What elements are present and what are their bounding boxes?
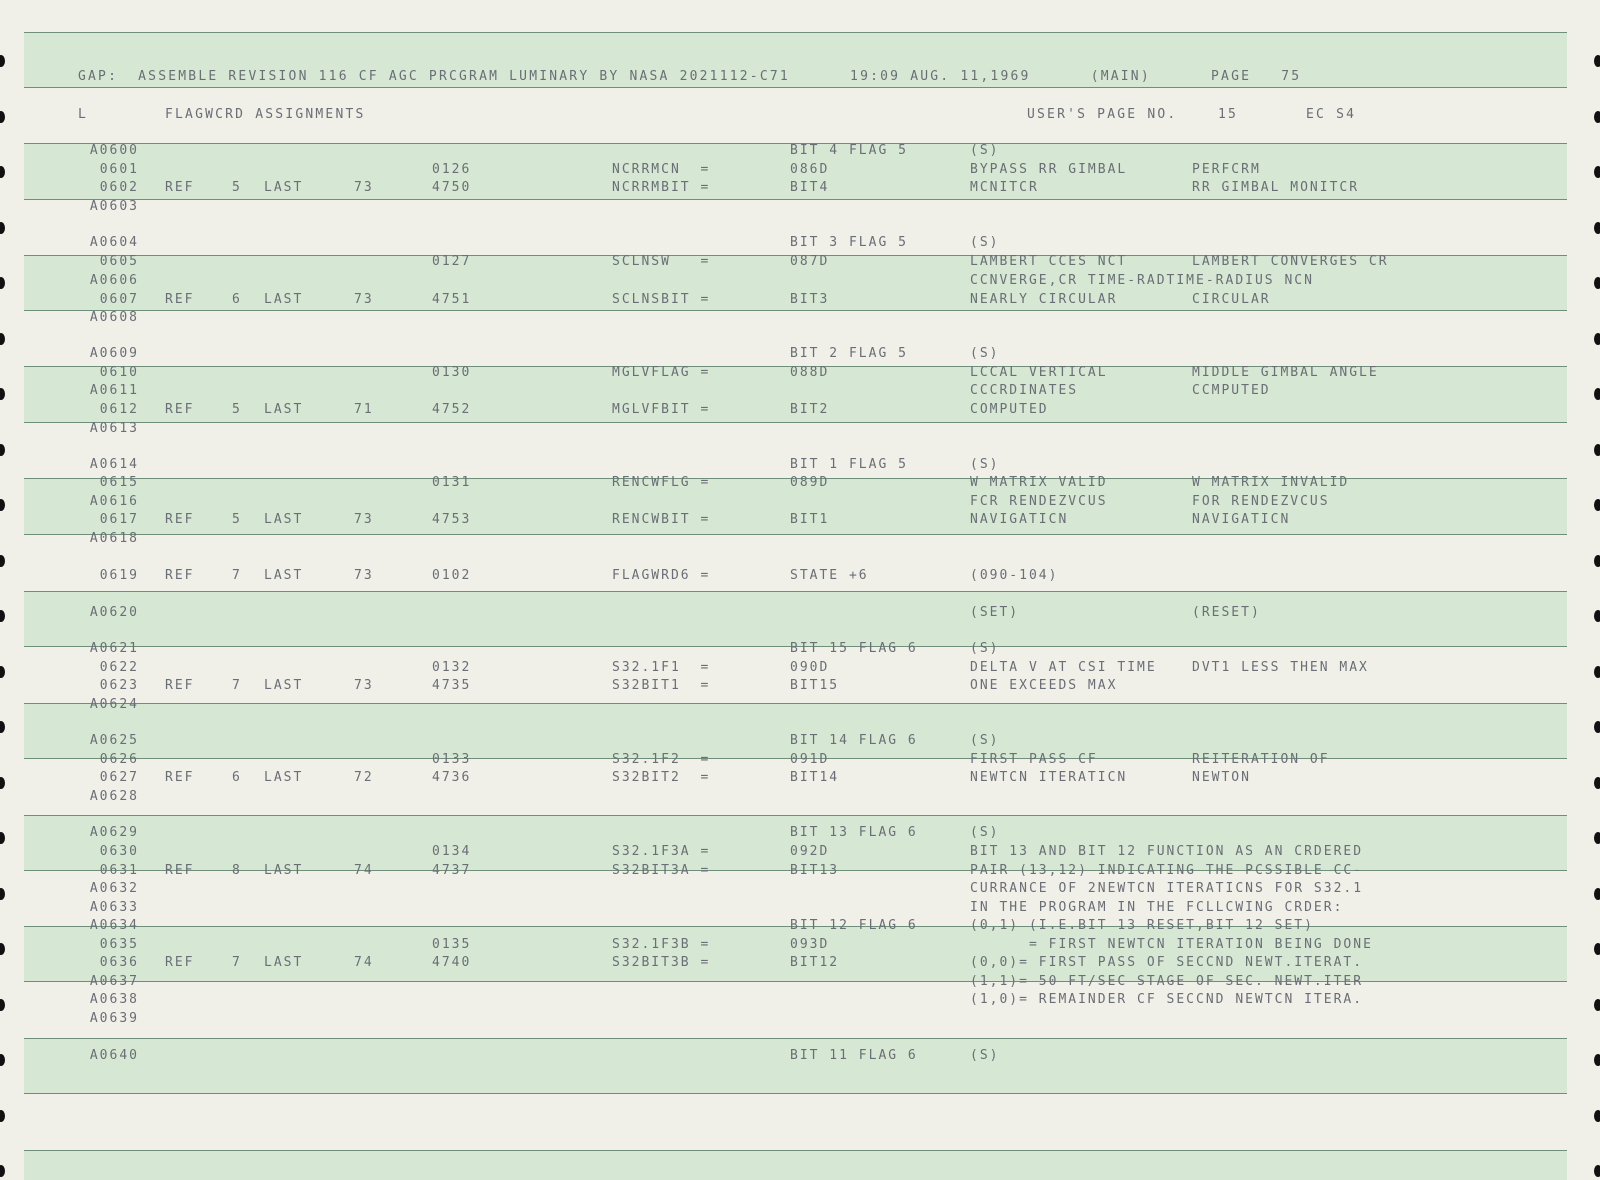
line-number: A0621 xyxy=(89,641,139,656)
listing-row xyxy=(0,512,1600,530)
listing-row xyxy=(0,641,1600,659)
comment-set: BIT 13 AND BIT 12 FUNCTION AS AN CRDERED xyxy=(970,844,1364,859)
last-label: LAST xyxy=(264,180,304,195)
last-page: 73 xyxy=(354,292,374,307)
address: 4750 xyxy=(432,180,472,195)
listing-row xyxy=(0,660,1600,678)
operand: 089D xyxy=(790,475,830,490)
line-number: 0635 xyxy=(99,937,139,952)
comment-set: DELTA V AT CSI TIME xyxy=(970,660,1157,675)
symbol: NCRRMBIT = xyxy=(612,180,711,195)
listing-row xyxy=(0,457,1600,475)
ref-count: 5 xyxy=(232,512,242,527)
operand: BIT 2 FLAG 5 xyxy=(790,346,908,361)
comment-reset: LAMBERT CONVERGES CR xyxy=(1192,254,1389,269)
comment-set: W MATRIX VALID xyxy=(970,475,1108,490)
comment-set: MCNITCR xyxy=(970,180,1039,195)
listing-row xyxy=(0,863,1600,881)
operand: BIT 3 FLAG 5 xyxy=(790,235,908,250)
listing-row xyxy=(0,900,1600,918)
operand: 087D xyxy=(790,254,830,269)
listing-row xyxy=(0,825,1600,843)
line-number: A0606 xyxy=(89,273,139,288)
line-number: A0624 xyxy=(89,697,139,712)
line-number: A0632 xyxy=(89,881,139,896)
comment-reset: CIRCULAR xyxy=(1192,292,1271,307)
listing-row xyxy=(0,974,1600,992)
line-number: 0617 xyxy=(99,512,139,527)
address: 4752 xyxy=(432,402,472,417)
operand: 092D xyxy=(790,844,830,859)
address: 0126 xyxy=(432,162,472,177)
green-band xyxy=(24,1150,1567,1180)
ref-label: REF xyxy=(165,180,195,195)
feed-hole xyxy=(0,1165,5,1177)
listing-row xyxy=(0,789,1600,807)
listing-row xyxy=(0,143,1600,161)
line-number: A0628 xyxy=(89,789,139,804)
symbol: RENCWFLG = xyxy=(612,475,711,490)
last-label: LAST xyxy=(264,512,304,527)
comment-set: CURRANCE OF 2NEWTCN ITERATICNS FOR S32.1 xyxy=(970,881,1364,896)
last-label: LAST xyxy=(264,863,304,878)
listing-row xyxy=(0,937,1600,955)
address: 4735 xyxy=(432,678,472,693)
operand: BIT3 xyxy=(790,292,830,307)
address: 4740 xyxy=(432,955,472,970)
feed-hole xyxy=(1594,1165,1600,1177)
comment-set: (S) xyxy=(970,143,1000,158)
line-number: 0602 xyxy=(99,180,139,195)
feed-hole xyxy=(1594,721,1600,733)
feed-hole xyxy=(0,333,5,345)
last-page: 73 xyxy=(354,180,374,195)
listing-row xyxy=(0,254,1600,272)
line-number: 0619 xyxy=(99,568,139,583)
ref-label: REF xyxy=(165,292,195,307)
comment-set: (0,1) (I.E.BIT 13 RESET,BIT 12 SET) xyxy=(970,918,1314,933)
operand: BIT 15 FLAG 6 xyxy=(790,641,918,656)
symbol: S32BIT1 = xyxy=(612,678,711,693)
listing-row xyxy=(0,918,1600,936)
line-number: A0611 xyxy=(89,383,139,398)
symbol: NCRRMCN = xyxy=(612,162,711,177)
operand: BIT1 xyxy=(790,512,830,527)
ref-count: 7 xyxy=(232,955,242,970)
symbol: MGLVFBIT = xyxy=(612,402,711,417)
operand: BIT13 xyxy=(790,863,840,878)
line-number: A0638 xyxy=(89,992,139,1007)
line-number: A0634 xyxy=(89,918,139,933)
comment-set: (1,0)= REMAINDER CF SECCND NEWTCN ITERA. xyxy=(970,992,1364,1007)
address: 0133 xyxy=(432,752,472,767)
line-number: 0631 xyxy=(99,863,139,878)
line-number: 0630 xyxy=(99,844,139,859)
users-page-label: USER'S PAGE NO. xyxy=(1027,107,1178,122)
ref-count: 5 xyxy=(232,402,242,417)
comment-set: NEARLY CIRCULAR xyxy=(970,292,1118,307)
listing-row xyxy=(0,292,1600,310)
operand: BIT2 xyxy=(790,402,830,417)
address: 4753 xyxy=(432,512,472,527)
comment-reset: RR GIMBAL MONITCR xyxy=(1192,180,1360,195)
listing-row xyxy=(0,992,1600,1010)
symbol: MGLVFLAG = xyxy=(612,365,711,380)
last-page: 74 xyxy=(354,955,374,970)
ref-label: REF xyxy=(165,568,195,583)
last-label: LAST xyxy=(264,568,304,583)
operand: 088D xyxy=(790,365,830,380)
comment-reset: NEWTON xyxy=(1192,770,1251,785)
line-number: 0627 xyxy=(99,770,139,785)
operand: BIT 11 FLAG 6 xyxy=(790,1048,918,1063)
line-number: A0616 xyxy=(89,494,139,509)
section-title: FLAGWCRD ASSIGNMENTS xyxy=(165,107,366,122)
comment-reset: DVT1 LESS THEN MAX xyxy=(1192,660,1369,675)
comment-set: COMPUTED xyxy=(970,402,1049,417)
symbol: FLAGWRD6 = xyxy=(612,568,711,583)
listing-header: GAP: ASSEMBLE REVISION 116 CF AGC PRCGRAM LUMINARY BY NASA 2021112-C71 19:09 AUG. 11,1969 (MAIN) PAGE 75 xyxy=(78,69,1302,84)
last-label: LAST xyxy=(264,678,304,693)
listing-row xyxy=(0,955,1600,973)
listing-row xyxy=(0,402,1600,420)
comment-set: IN THE PROGRAM IN THE FCLLCWING CRDER: xyxy=(970,900,1344,915)
comment-reset: W MATRIX INVALID xyxy=(1192,475,1350,490)
listing-row xyxy=(0,273,1600,291)
last-label: LAST xyxy=(264,955,304,970)
line-number: A0629 xyxy=(89,825,139,840)
operand: BIT 12 FLAG 6 xyxy=(790,918,918,933)
listing-row xyxy=(0,568,1600,586)
comment-set: = FIRST NEWTCN ITERATION BEING DONE xyxy=(970,937,1373,952)
line-number: 0605 xyxy=(99,254,139,269)
symbol: S32.1F2 = xyxy=(612,752,711,767)
operand: BIT 4 FLAG 5 xyxy=(790,143,908,158)
feed-hole xyxy=(0,111,5,123)
listing-row xyxy=(0,844,1600,862)
last-label: LAST xyxy=(264,402,304,417)
line-number: A0637 xyxy=(89,974,139,989)
last-label: LAST xyxy=(264,770,304,785)
line-number: A0609 xyxy=(89,346,139,361)
address: 0134 xyxy=(432,844,472,859)
comment-set: (S) xyxy=(970,825,1000,840)
line-number: A0640 xyxy=(89,1048,139,1063)
listing-row xyxy=(0,310,1600,328)
last-page: 73 xyxy=(354,568,374,583)
listing-row xyxy=(0,475,1600,493)
comment-set: (S) xyxy=(970,346,1000,361)
operand: BIT12 xyxy=(790,955,840,970)
comment-reset: NAVIGATICN xyxy=(1192,512,1291,527)
listing-row xyxy=(0,162,1600,180)
feed-hole xyxy=(0,55,5,67)
comment-reset: (RESET) xyxy=(1192,605,1261,620)
listing-row xyxy=(0,365,1600,383)
address: 0135 xyxy=(432,937,472,952)
comment-reset: REITERATION OF xyxy=(1192,752,1330,767)
listing-row xyxy=(0,346,1600,364)
ref-count: 6 xyxy=(232,770,242,785)
listing-row xyxy=(0,678,1600,696)
listing-row xyxy=(0,180,1600,198)
comment-reset: MIDDLE GIMBAL ANGLE xyxy=(1192,365,1379,380)
line-number: A0614 xyxy=(89,457,139,472)
ec-label: EC S4 xyxy=(1306,107,1357,122)
listing-row xyxy=(0,881,1600,899)
comment-set: (S) xyxy=(970,733,1000,748)
ref-label: REF xyxy=(165,678,195,693)
line-number: 0626 xyxy=(99,752,139,767)
comment-set: NEWTCN ITERATICN xyxy=(970,770,1128,785)
ref-count: 7 xyxy=(232,678,242,693)
ref-label: REF xyxy=(165,512,195,527)
operand: BIT4 xyxy=(790,180,830,195)
address: 0130 xyxy=(432,365,472,380)
listing-row xyxy=(0,383,1600,401)
feed-hole xyxy=(1594,555,1600,567)
operand: 086D xyxy=(790,162,830,177)
line-number: 0612 xyxy=(99,402,139,417)
operand: BIT14 xyxy=(790,770,840,785)
comment-set: PAIR (13,12) INDICATING THE PCSSIBLE CC- xyxy=(970,863,1364,878)
line-number: 0615 xyxy=(99,475,139,490)
symbol: RENCWBIT = xyxy=(612,512,711,527)
symbol: S32.1F3A = xyxy=(612,844,711,859)
comment-set: (S) xyxy=(970,457,1000,472)
last-label: LAST xyxy=(264,292,304,307)
symbol: S32BIT2 = xyxy=(612,770,711,785)
line-number: A0613 xyxy=(89,421,139,436)
comment-set: FCR RENDEZVCUS xyxy=(970,494,1108,509)
comment-set: NAVIGATICN xyxy=(970,512,1069,527)
line-number: A0608 xyxy=(89,310,139,325)
ref-label: REF xyxy=(165,770,195,785)
feed-hole xyxy=(1594,111,1600,123)
line-number: 0607 xyxy=(99,292,139,307)
comment-set: (S) xyxy=(970,641,1000,656)
comment-set: (090-104) xyxy=(970,568,1059,583)
last-page: 74 xyxy=(354,863,374,878)
line-number: A0625 xyxy=(89,733,139,748)
comment-set: CCNVERGE,CR TIME-RADTIME-RADIUS NCN xyxy=(970,273,1314,288)
section-letter: L xyxy=(78,107,89,122)
line-number: A0604 xyxy=(89,235,139,250)
ref-label: REF xyxy=(165,955,195,970)
line-number: A0603 xyxy=(89,199,139,214)
feed-hole xyxy=(1594,333,1600,345)
users-page-number: 15 xyxy=(1218,107,1239,122)
ref-label: REF xyxy=(165,402,195,417)
operand: BIT 13 FLAG 6 xyxy=(790,825,918,840)
ref-label: REF xyxy=(165,863,195,878)
operand: BIT 1 FLAG 5 xyxy=(790,457,908,472)
listing-row xyxy=(0,752,1600,770)
symbol: SCLNSBIT = xyxy=(612,292,711,307)
address: 0127 xyxy=(432,254,472,269)
last-page: 73 xyxy=(354,678,374,693)
address: 0102 xyxy=(432,568,472,583)
line-number: A0620 xyxy=(89,605,139,620)
ref-count: 7 xyxy=(232,568,242,583)
comment-set: FIRST PASS CF xyxy=(970,752,1098,767)
comment-set: BYPASS RR GIMBAL xyxy=(970,162,1128,177)
feed-hole xyxy=(1594,1110,1600,1122)
last-page: 71 xyxy=(354,402,374,417)
green-band xyxy=(24,1038,1567,1094)
symbol: S32.1F3B = xyxy=(612,937,711,952)
operand: STATE +6 xyxy=(790,568,869,583)
line-number: 0622 xyxy=(99,660,139,675)
listing-row xyxy=(0,697,1600,715)
comment-reset: CCMPUTED xyxy=(1192,383,1271,398)
comment-reset: PERFCRM xyxy=(1192,162,1261,177)
symbol: S32BIT3A = xyxy=(612,863,711,878)
listing-row xyxy=(0,494,1600,512)
listing-row xyxy=(0,235,1600,253)
feed-hole xyxy=(0,555,5,567)
line-number: A0618 xyxy=(89,531,139,546)
ref-count: 5 xyxy=(232,180,242,195)
comment-set: CCCRDINATES xyxy=(970,383,1079,398)
symbol: S32.1F1 = xyxy=(612,660,711,675)
feed-hole xyxy=(1594,222,1600,234)
last-page: 72 xyxy=(354,770,374,785)
feed-hole xyxy=(0,721,5,733)
comment-reset: FOR RENDEZVCUS xyxy=(1192,494,1330,509)
line-number: 0601 xyxy=(99,162,139,177)
comment-set: (1,1)= 50 FT/SEC STAGE OF SEC. NEWT.ITER xyxy=(970,974,1364,989)
comment-set: (SET) xyxy=(970,605,1020,620)
feed-hole xyxy=(0,444,5,456)
line-number: 0610 xyxy=(99,365,139,380)
comment-set: (0,0)= FIRST PASS OF SECCND NEWT.ITERAT. xyxy=(970,955,1364,970)
operand: 091D xyxy=(790,752,830,767)
listing-row xyxy=(0,733,1600,751)
listing-row xyxy=(0,1011,1600,1029)
listing-row xyxy=(0,199,1600,217)
last-page: 73 xyxy=(354,512,374,527)
operand: 093D xyxy=(790,937,830,952)
address: 4751 xyxy=(432,292,472,307)
comment-set: LCCAL VERTICAL xyxy=(970,365,1108,380)
symbol: SCLNSW = xyxy=(612,254,711,269)
feed-hole xyxy=(0,1110,5,1122)
line-number: A0633 xyxy=(89,900,139,915)
listing-row xyxy=(0,605,1600,623)
listing-row xyxy=(0,531,1600,549)
ref-count: 6 xyxy=(232,292,242,307)
feed-hole xyxy=(0,222,5,234)
operand: BIT 14 FLAG 6 xyxy=(790,733,918,748)
operand: BIT15 xyxy=(790,678,840,693)
comment-set: ONE EXCEEDS MAX xyxy=(970,678,1118,693)
operand: 090D xyxy=(790,660,830,675)
listing-row xyxy=(0,770,1600,788)
address: 4736 xyxy=(432,770,472,785)
address: 0132 xyxy=(432,660,472,675)
listing-row xyxy=(0,421,1600,439)
comment-set: (S) xyxy=(970,1048,1000,1063)
address: 4737 xyxy=(432,863,472,878)
feed-hole xyxy=(1594,444,1600,456)
comment-set: (S) xyxy=(970,235,1000,250)
line-number: 0636 xyxy=(99,955,139,970)
listing-row xyxy=(0,1048,1600,1066)
ref-count: 8 xyxy=(232,863,242,878)
feed-hole xyxy=(1594,55,1600,67)
line-number: A0639 xyxy=(89,1011,139,1026)
line-number: 0623 xyxy=(99,678,139,693)
symbol: S32BIT3B = xyxy=(612,955,711,970)
address: 0131 xyxy=(432,475,472,490)
line-number: A0600 xyxy=(89,143,139,158)
comment-set: LAMBERT CCES NCT xyxy=(970,254,1128,269)
